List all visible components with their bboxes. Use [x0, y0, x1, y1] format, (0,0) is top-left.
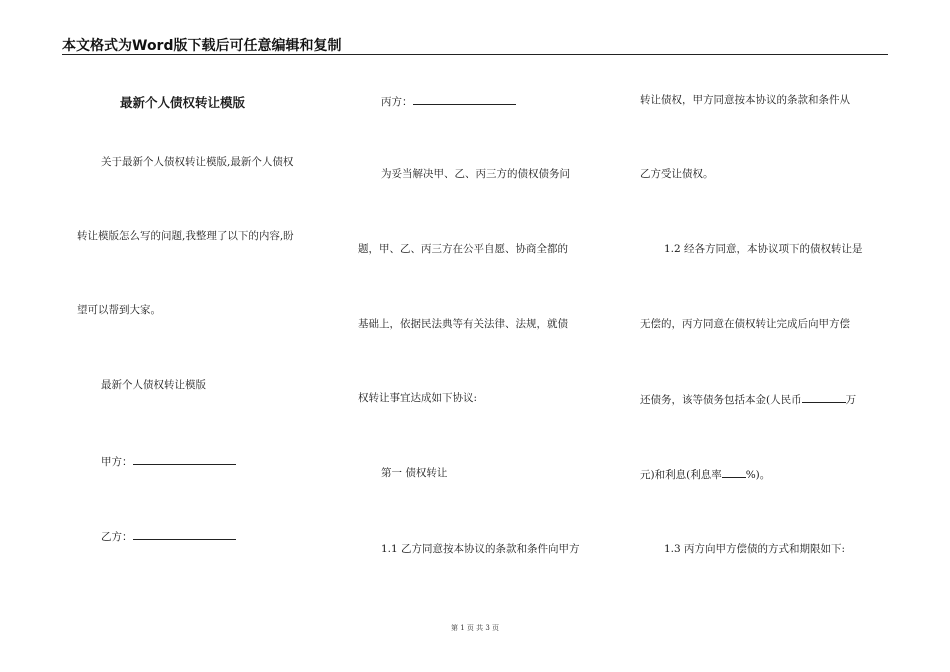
clause-1-2-line-2: 无偿的，丙方同意在债权转让完成后向甲方偿	[640, 318, 850, 330]
document-title: 最新个人债权转让模版	[120, 95, 246, 110]
header-title: 本文格式为Word版下载后可任意编辑和复制	[62, 38, 342, 54]
party-b-blank	[133, 528, 236, 540]
intro-line-3: 望可以帮到大家。	[77, 304, 161, 316]
party-c-blank	[413, 93, 516, 105]
clause-1-2-line-3	[640, 391, 856, 407]
party-a-label: 甲方：	[101, 456, 133, 468]
interest-label: 元)和利息(利息率	[640, 469, 722, 481]
party-c-label: 丙方：	[381, 96, 413, 108]
interest-suffix: %)。	[745, 469, 771, 481]
clause-1-1: 1.1 乙方同意按本协议的条款和条件向甲方	[381, 543, 580, 555]
clause-1-3: 1.3 丙方向甲方偿债的方式和期限如下:	[664, 543, 846, 555]
intro-line-2: 转让模版怎么写的问题,我整理了以下的内容,盼	[77, 230, 294, 242]
header-divider	[62, 54, 888, 55]
party-a-blank	[133, 453, 236, 465]
party-b-line	[101, 528, 236, 544]
purpose-line-3: 基础上，依据民法典等有关法律、法规，就债	[358, 318, 568, 330]
page-number: 第 1 页 共 3 页	[450, 624, 500, 632]
clause-1-2-line-1: 1.2 经各方同意，本协议项下的债权转让是	[664, 243, 863, 255]
template-subtitle: 最新个人债权转让模版	[101, 379, 206, 391]
section-1-heading: 第一 债权转让	[381, 467, 448, 479]
clause-1-2-line-4	[640, 466, 770, 482]
principal-unit: 万	[845, 394, 857, 406]
party-c-line	[381, 93, 516, 109]
party-b-label: 乙方：	[101, 531, 133, 543]
intro-line-1: 关于最新个人债权转让模版,最新个人债权	[101, 156, 294, 168]
interest-rate-blank	[722, 466, 746, 478]
transfer-line-2: 乙方受让债权。	[640, 168, 714, 180]
purpose-line-1: 为妥当解决甲、乙、丙三方的债权债务问	[381, 168, 570, 180]
purpose-line-2: 题，甲、乙、丙三方在公平自愿、协商全都的	[358, 243, 568, 255]
principal-blank	[802, 391, 846, 403]
principal-label: 还债务，该等债务包括本金(人民币	[640, 394, 802, 406]
party-a-line	[101, 453, 236, 469]
transfer-line-1: 转让债权，甲方同意按本协议的条款和条件从	[640, 94, 850, 106]
purpose-line-4: 权转让事宜达成如下协议:	[358, 392, 478, 404]
